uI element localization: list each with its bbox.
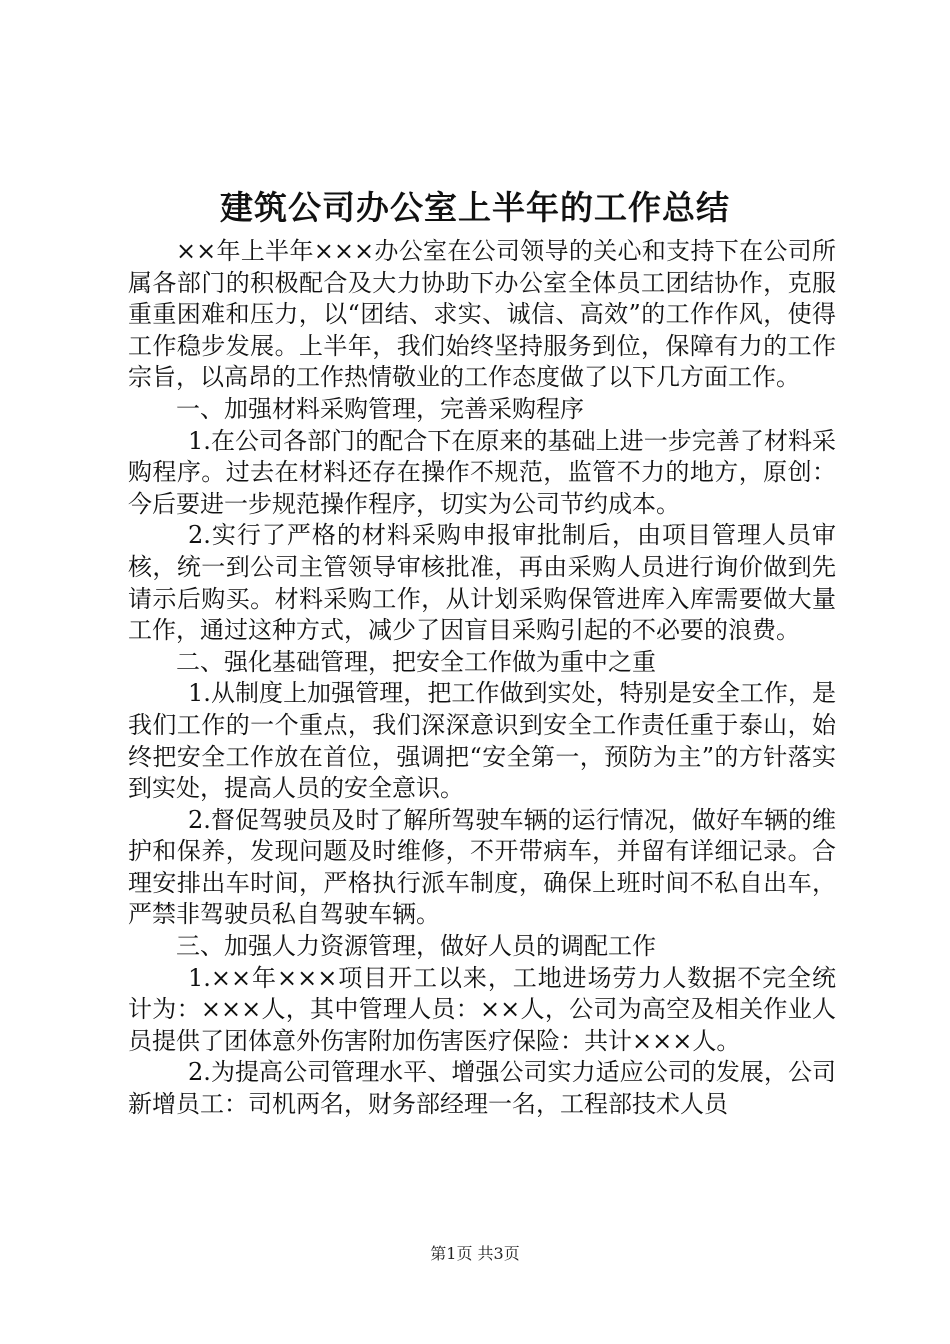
section-3-item-1: 1.××年×××项目开工以来，工地进场劳力人数据不完全统计为：×××人，其中管理人员：××人，公司为高空及相关作业人员提供了团体意外伤害附加伤害医疗保险：共计×××人。: [128, 963, 836, 1055]
section-1-item-2: 2.实行了严格的材料采购申报审批制后，由项目管理人员审核，统一到公司主管领导审核批准，再由采购人员进行询价做到先请示后购买。材料采购工作，从计划采购保管进库入库需要做大量工作，通过这种方式，减少了因盲目采购引起的不必要的浪费。: [128, 521, 836, 645]
section-heading-2: 二、强化基础管理，把安全工作做为重中之重: [176, 647, 656, 676]
section-2-item-2: 2.督促驾驶员及时了解所驾驶车辆的运行情况，做好车辆的维护和保养，发现问题及时维修，不开带病车，并留有详细记录。合理安排出车时间，严格执行派车制度，确保上班时间不私自出车，严禁非驾驶员私自驾驶车辆。: [128, 805, 836, 929]
page-number-footer: 第1页 共3页: [430, 1244, 520, 1263]
section-heading-1: 一、加强材料采购管理，完善采购程序: [176, 394, 584, 423]
section-2-item-1: 1.从制度上加强管理，把工作做到实处，特别是安全工作，是我们工作的一个重点，我们深深意识到安全工作责任重于泰山，始终把安全工作放在首位，强调把“安全第一，预防为主”的方针落实到实处，提高人员的安全意识。: [128, 679, 836, 803]
intro-paragraph: ××年上半年×××办公室在公司领导的关心和支持下在公司所属各部门的积极配合及大力协助下办公室全体员工团结协作，克服重重困难和压力，以“团结、求实、诚信、高效”的工作作风，使得工作稳步发展。上半年，我们始终坚持服务到位，保障有力的工作宗旨，以高昂的工作热情敬业的工作态度做了以下几方面工作。: [128, 237, 836, 392]
document-title: 建筑公司办公室上半年的工作总结: [220, 188, 730, 227]
section-heading-3: 三、加强人力资源管理，做好人员的调配工作: [176, 932, 656, 961]
section-3-item-2: 2.为提高公司管理水平、增强公司实力适应公司的发展，公司新增员工：司机两名，财务部经理一名，工程部技术人员: [128, 1058, 836, 1119]
document-body: [128, 236, 836, 1121]
section-1-item-1: 1.在公司各部门的配合下在原来的基础上进一步完善了材料采购程序。过去在材料还存在操作不规范，监管不力的地方，原创：今后要进一步规范操作程序，切实为公司节约成本。: [128, 426, 836, 518]
